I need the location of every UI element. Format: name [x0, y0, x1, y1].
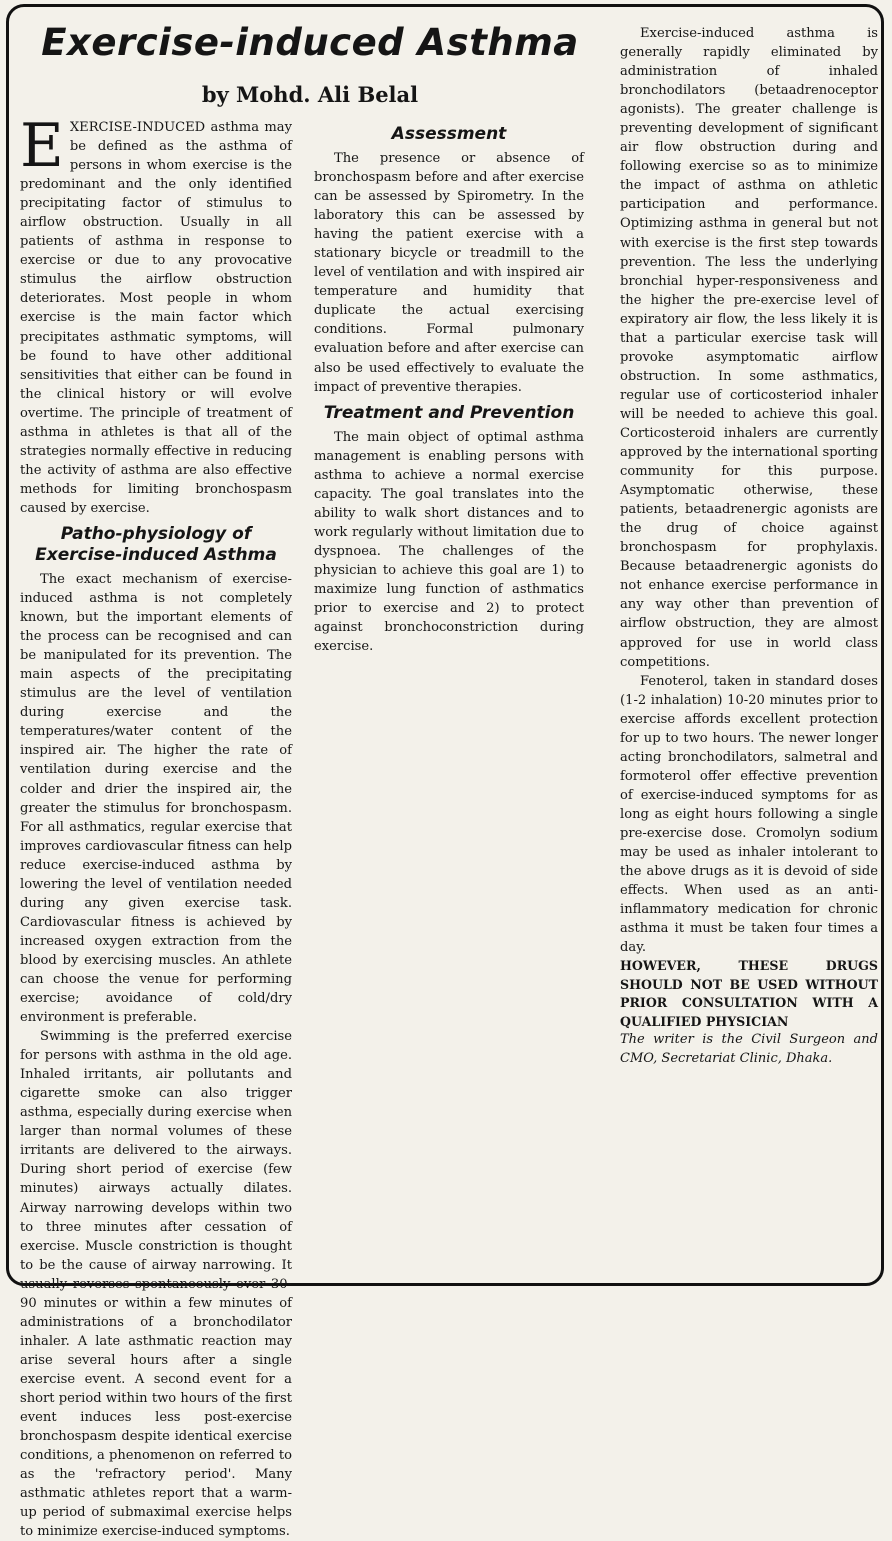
- pathophysiology-heading-line1: Patho-physiology of: [60, 523, 252, 544]
- pathophysiology-paragraph-2: Swimming is the preferred exercise for persons with asthma in the old age. Inhaled irritants, air pollutants and cigarette smoke can also trigger asthma, especially during exercise when larger than normal volumes of these irritants are delivered to the airways. During short period of exercise (few minutes) airways actually dilates. Airway narrowing develops within two to three minutes after cessation of exercise. Muscle constriction is thought to be the cause of airway narrowing. It usually reverses spontaneously over 30-90 minutes or within a few minutes of administrations of a bronchodilator inhaler. A late asthmatic reaction may arise several hours after a single exercise event. A second event for a short period within two hours of the first event induces less post-exercise bronchospasm despite identical exercise conditions, a phenomenon on referred to as the 'refractory period'. Many asthmatic athletes report that a warm-up period of submaximal exercise helps to minimize exercise-induced symptoms.: [20, 1029, 292, 1540]
- treatment-paragraph-1: The main object of optimal asthma management is enabling persons with asthma to achieve a normal exercise capacity. The goal translates into the ability to walk short distances and to work regularly without limitation due to dyspnoea. The challenges of the physician to achieve this goal are 1) to maximize lung function of asthmatics prior to exercise and 2) to protect against bronchoconstriction during exercise.: [314, 429, 584, 655]
- pathophysiology-paragraph-1: The exact mechanism of exercise-induced asthma is not completely known, but the important elements of the process can be recognised and can be manipulated for its prevention. The main aspects of the precipitating stimulus are the level of ventilation during exercise and the temperatures/water content of the inspired air. The higher the rate of ventilation during exercise and the colder and drier the inspired air, the greater the stimulus for bronchospasm. For all asthmatics, regular exercise that improves cardiovascular fitness can help reduce exercise-induced asthma by lowering the level of ventilation needed during any given exercise task. Cardiovascular fitness is achieved by increased oxygen extraction from the blood by exercising muscles. An athlete can choose the venue for performing exercise; avoidance of cold/dry environment is preferable.: [20, 571, 292, 1026]
- intro-paragraph: [20, 111, 292, 518]
- column-3: [620, 24, 878, 1280]
- assessment-paragraph: The presence or absence of bronchospasm before and after exercise can be assessed by Spirometry. In the laboratory this can be assessed by having the patient exercise with a stationary bicycle or treadmill to the level of ventilation and with inspired air temperature and humidity that duplicate the actual exercising conditions. Formal pulmonary evaluation before and after exercise can also be used effectively to evaluate the impact of preventive therapies.: [314, 151, 584, 395]
- warning-notice: HOWEVER, THESE DRUGS SHOULD NOT BE USED WITHOUT PRIOR CONSULTATION WITH A QUALIFIED PHYSICIAN: [620, 958, 878, 1029]
- treatment-paragraph-2: Exercise-induced asthma is generally rapidly eliminated by administration of inhaled bronchodilators (betaadrenoceptor agonists). The greater challenge is preventing development of significant air flow obstruction during and following exercise so as to minimize the impact of asthma on athletic participation and performance. Optimizing asthma in general but not with exercise is the first step towards prevention. The less the underlying bronchial hyper-responsiveness and the higher the pre-exercise level of expiratory air flow, the less likely it is that a particular exercise task will provoke asymptomatic airflow obstruction. In some asthmatics, regular use of corticosteriod inhaler will be needed to achieve this goal. Corticosteroid inhalers are currently approved by the international sporting community for this purpose. Asymptomatic otherwise, these patients, betaadrenergic agonists are the drug of choice against bronchospasm for prophylaxis. Because betaadrenergic agonists do not enhance exercise performance in any way other than prevention of airflow obstruction, they are almost approved for use in world class competitions.: [620, 26, 878, 670]
- treatment-heading: Treatment and Prevention: [323, 402, 575, 423]
- pathophysiology-heading-line2: Exercise-induced Asthma: [35, 544, 277, 565]
- headline: Exercise-induced Asthma: [41, 21, 579, 64]
- drop-cap: E: [20, 111, 64, 181]
- intro-text: XERCISE-INDUCED asthma may be defined as the asthma of persons in whom exercise is the predominant and the only identified precipitating factor of stimulus to airflow obstruction. Usually in all patients of asthma in response to exercise or due to any provocative stimulus the airflow obstruction deteriorates. Most people in whom exercise is the main factor which precipitates asthmatic symptoms, will be found to have other additional sensitivities that either can be found in the clinical history or will evolve overtime. The principle of treatment of asthma in athletes is that all of the strategies normally effective in reducing the activity of asthma are also effective methods for limiting bronchospasm caused by exercise.: [20, 120, 292, 516]
- pathophysiology-heading: [20, 524, 292, 566]
- column-1: [20, 111, 292, 1540]
- column-2: [314, 118, 584, 1280]
- treatment-paragraph-3: Fenoterol, taken in standard doses (1-2 inhalation) 10-20 minutes prior to exercise affords excellent protection for up to two hours. The newer longer acting bronchodilators, salmetral and formoterol offer effective prevention of exercise-induced symptoms for as long as eight hours following a single pre-exercise dose. Cromolyn sodium may be used as inhaler intolerant to the above drugs as it is devoid of side effects. When used as an anti-inflammatory medication for chronic asthma it must be taken four times a day.: [620, 673, 878, 956]
- author-note: The writer is the Civil Surgeon and CMO, Secretariat Clinic, Dhaka.: [620, 1032, 878, 1066]
- byline: by Mohd. Ali Belal: [201, 82, 419, 107]
- assessment-heading: Assessment: [391, 124, 507, 144]
